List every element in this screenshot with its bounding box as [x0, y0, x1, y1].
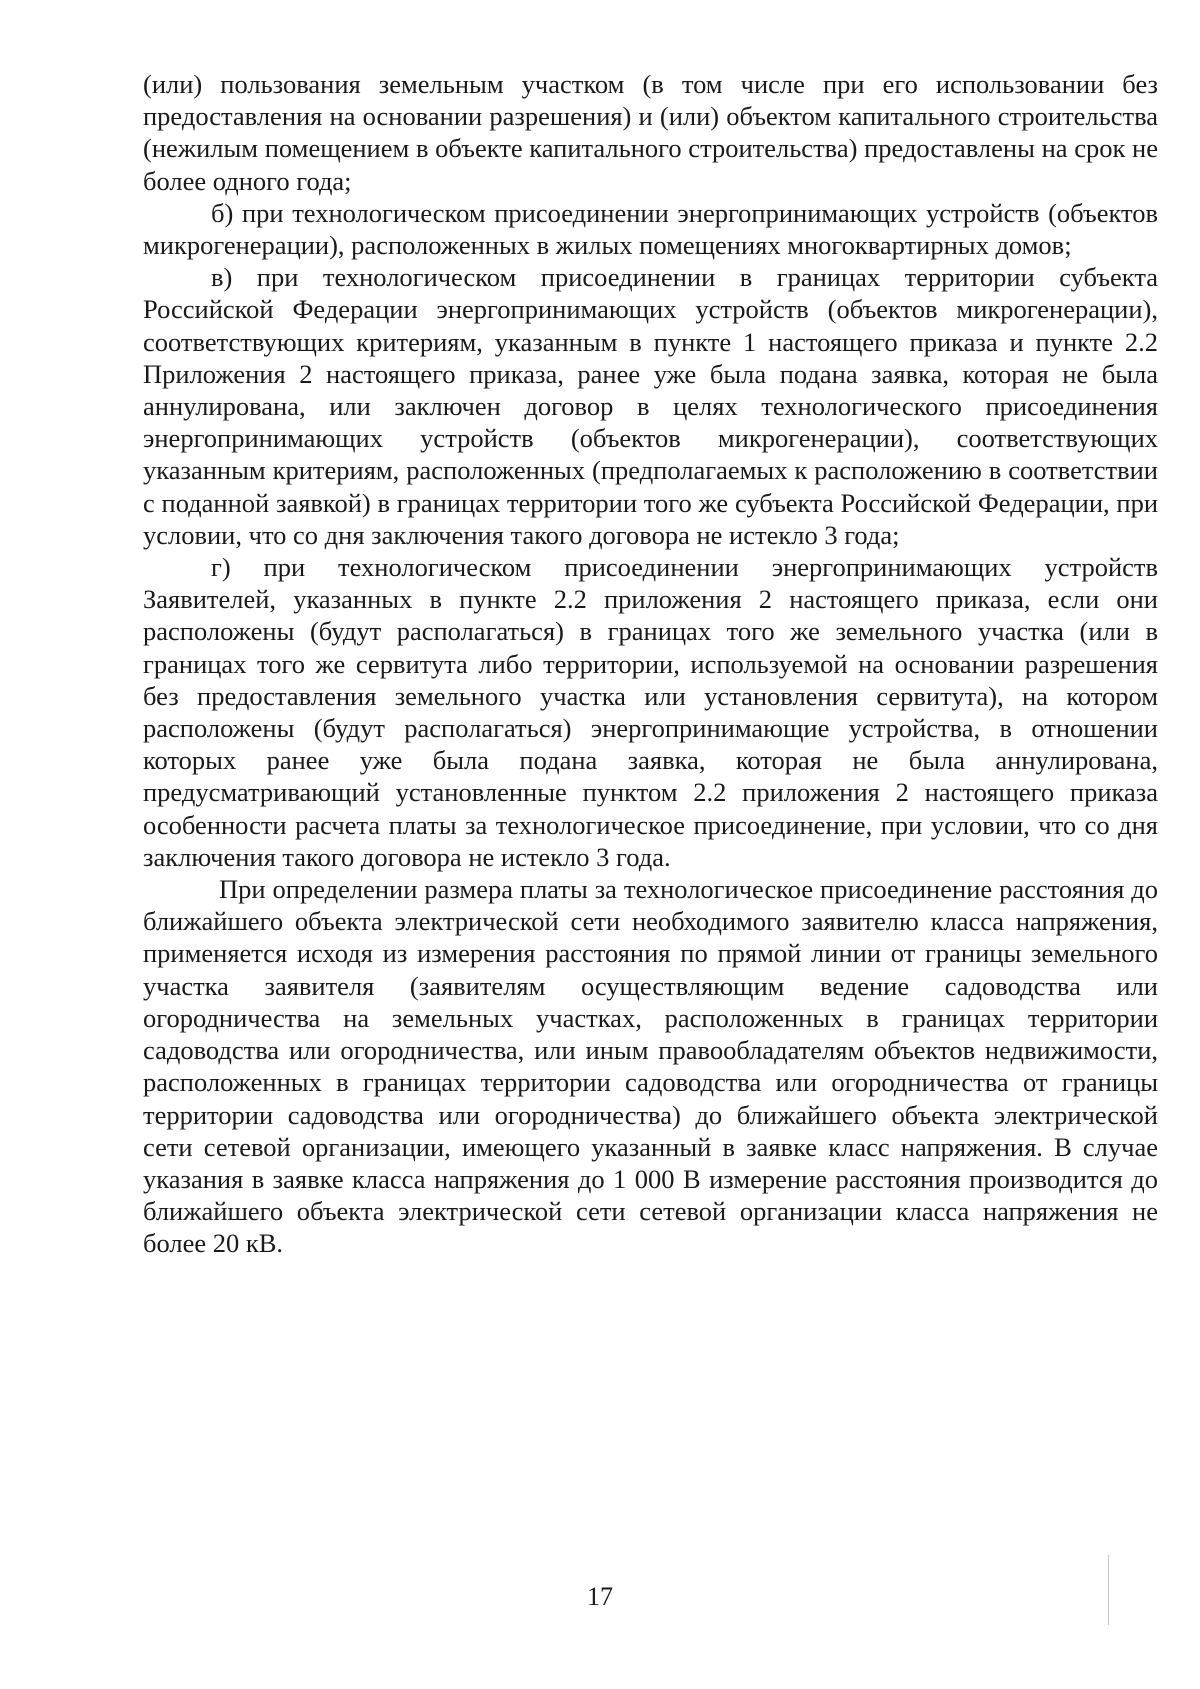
paragraph-continuation: (или) пользования земельным участком (в том числе при его использовании без предоставления на основании разрешения) и (или) объектом капитального строительства (нежилым помещением в объекте капитального строительства) предоставлены на срок не более одного года;: [143, 69, 1158, 196]
paragraph-item-v: в) при технологическом присоединении в границах территории субъекта Российской Федерации энергопринимающих устройств (объектов микрогенерации), соответствующих критериям, указанным в пункте 1 настоящего приказа и пункте 2.2 Приложения 2 настоящего приказа, ранее уже была подана заявка, которая не была аннулирована, или заключен договор в целях технологического присоединения энергопринимающих устройств (объектов микрогенерации), соответствующих указанным критериям, расположенных (предполагаемых к расположению в соответствии с поданной заявкой) в границах территории того же субъекта Российской Федерации, при условии, что со дня заключения такого договора не истекло 3 года;: [143, 262, 1158, 550]
paragraph-item-g: г) при технологическом присоединении энергопринимающих устройств Заявителей, указанных в пункте 2.2 приложения 2 настоящего приказа, если они расположены (будут располагаться) в границах того же земельного участка (или в границах того же сервитута либо территории, используемой на основании разрешения без предоставления земельного участка или установления сервитута), на котором расположены (будут располагаться) энергопринимающие устройства, в отношении которых ранее уже была подана заявка, которая не была аннулирована, предусматривающий установленные пунктом 2.2 приложения 2 настоящего приказа особенности расчета платы за технологическое присоединение, при условии, что со дня заключения такого договора не истекло 3 года.: [143, 552, 1158, 872]
body-text: [143, 68, 1158, 1260]
paragraph-item-b: б) при технологическом присоединении энергопринимающих устройств (объектов микрогенерации), расположенных в жилых помещениях многоквартирных домов;: [143, 197, 1158, 261]
paragraph-distance-rule: При определении размера платы за технологическое присоединение расстояния до ближайшего объекта электрической сети необходимого заявителю класса напряжения, применяется исходя из измерения расстояния по прямой линии от границы земельного участка заявителя (заявителям осуществляющим ведение садоводства или огородничества на земельных участках, расположенных в границах территории садоводства или огородничества, или иным правообладателям объектов недвижимости, расположенных в границах территории садоводства или огородничества от границы территории садоводства или огородничества) до ближайшего объекта электрической сети сетевой организации, имеющего указанный в заявке класс напряжения. В случае указания в заявке класса напряжения до 1 000 В измерение расстояния производится до ближайшего объекта электрической сети сетевой организации класса напряжения не более 20 кВ.: [143, 874, 1158, 1259]
scan-edge-mark: [1108, 1555, 1109, 1625]
page-number: 17: [587, 1582, 613, 1611]
